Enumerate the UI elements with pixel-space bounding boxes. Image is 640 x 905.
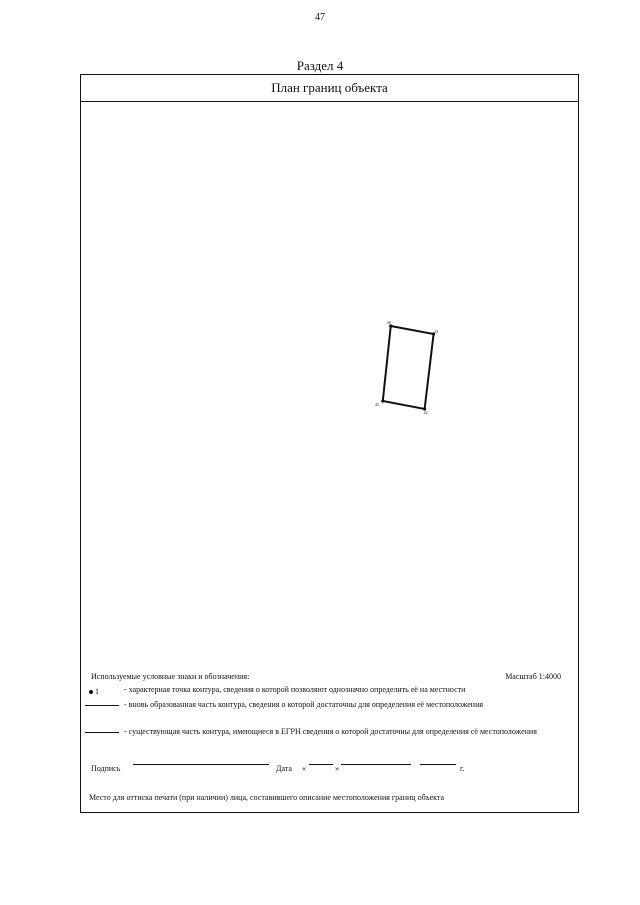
plan-frame bbox=[80, 74, 579, 813]
year-suffix: г. bbox=[460, 764, 465, 773]
section-title: Раздел 4 bbox=[296, 58, 344, 73]
page-number: 47 bbox=[315, 12, 325, 23]
point-label-42: 42 bbox=[423, 409, 428, 416]
seal-text: Место для оттиска печати (при наличии) лица, составившего описание местоположения границ объекта bbox=[89, 793, 445, 802]
point-label-43: 43 bbox=[374, 401, 379, 408]
dot-icon bbox=[89, 690, 93, 694]
boundary-contour bbox=[383, 326, 434, 409]
date-year-field[interactable] bbox=[420, 764, 456, 765]
legend-title: Используемые условные знаки и обозначения: bbox=[91, 672, 250, 681]
legend-desc-new-contour: - вновь образованная часть контура, сведения о которой достаточны для определения её местоположения bbox=[124, 700, 484, 709]
legend-desc-existing-contour: - существующая часть контура, имеющиеся в ЕГРН сведения о которой достаточны для определения сё местоположения bbox=[124, 727, 537, 736]
new-contour-symbol bbox=[85, 700, 121, 712]
date-day-field[interactable] bbox=[309, 764, 333, 765]
date-month-field[interactable] bbox=[341, 764, 411, 765]
existing-contour-symbol bbox=[85, 727, 121, 739]
boundary-plan bbox=[81, 102, 578, 662]
date-label: Дата bbox=[276, 764, 292, 773]
plan-title: План границ объекта bbox=[81, 75, 578, 102]
signature-label: Подпись bbox=[91, 764, 121, 773]
legend-desc-point: - характерная точка контура, сведения о которой позволяют однозначно определить её на местности bbox=[124, 685, 466, 694]
scale-label: Масштаб 1:4000 bbox=[505, 672, 561, 681]
plan-area bbox=[81, 102, 578, 662]
signature-row: Подпись Дата « » г. bbox=[91, 764, 465, 773]
point-label-41: 41 bbox=[434, 328, 439, 335]
point-marker-43 bbox=[381, 399, 384, 402]
point-label-40: 40 bbox=[386, 319, 391, 326]
signature-field[interactable] bbox=[133, 764, 269, 765]
point-symbol: 1 bbox=[89, 687, 99, 696]
